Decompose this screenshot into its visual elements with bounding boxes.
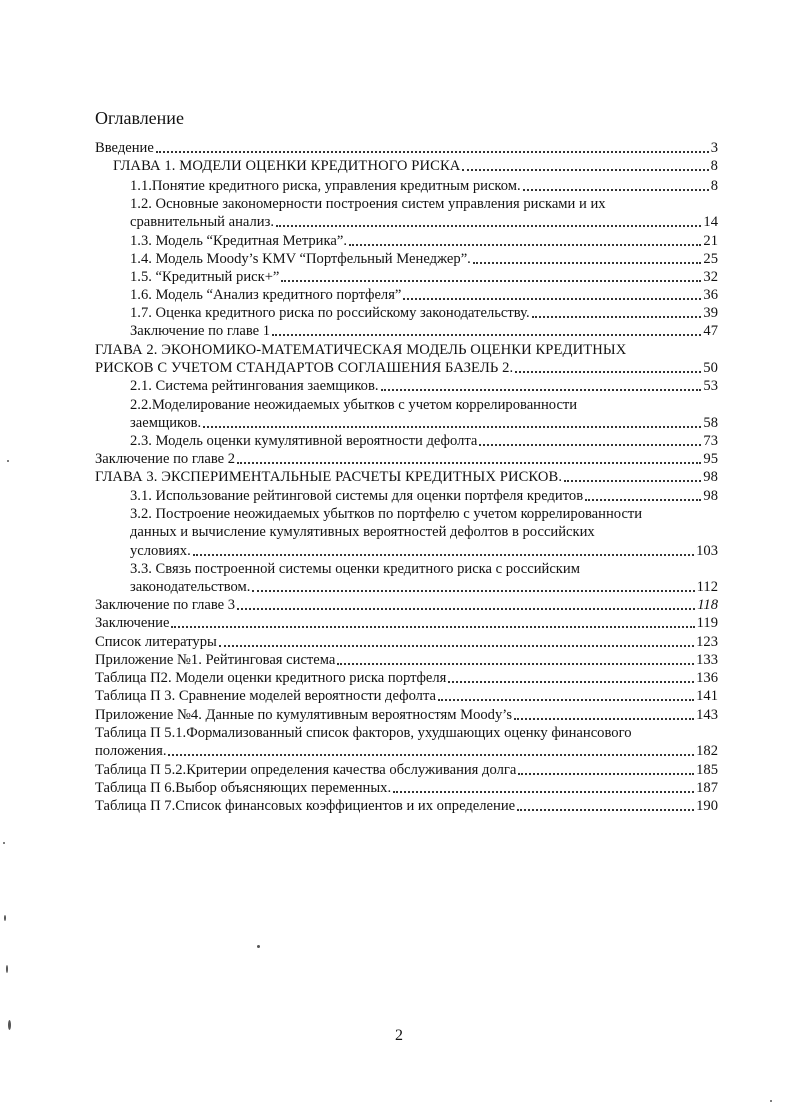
toc-entry-line[interactable]: 3.3. Связь построенной системы оценки кредитного риска с российским (130, 561, 580, 577)
toc-entry[interactable]: Таблица П 5.2.Критерии определения качества обслуживания долга 185 (95, 762, 718, 778)
leader-dots (473, 262, 702, 264)
toc-page-number: 53 (703, 378, 718, 394)
leader-dots (515, 371, 701, 373)
toc-page-number: 103 (696, 543, 718, 559)
toc-entry[interactable]: Таблица П2. Модели оценки кредитного риска портфеля 136 (95, 670, 718, 686)
toc-entry-line[interactable]: данных и вычисление кумулятивных вероятностей дефолтов в российских (130, 524, 595, 540)
toc-entry[interactable]: 2.1. Система рейтингования заемщиков. 53 (130, 378, 718, 394)
toc-entry[interactable]: РИСКОВ С УЧЕТОМ СТАНДАРТОВ СОГЛАШЕНИЯ БАЗЕЛЬ 2. 50 (95, 360, 718, 376)
toc-page-number: 58 (703, 415, 718, 431)
toc-entry[interactable]: ГЛАВА 1. МОДЕЛИ ОЦЕНКИ КРЕДИТНОГО РИСКА 8 (113, 158, 718, 174)
toc-entry[interactable]: 1.7. Оценка кредитного риска по российскому законодательству. 39 (130, 305, 718, 321)
leader-dots (156, 151, 709, 153)
leader-dots (276, 225, 701, 227)
toc-entry[interactable]: 1.4. Модель Moody’s KMV “Портфельный Менеджер”. 25 (130, 251, 718, 267)
toc-page-number: 182 (696, 743, 718, 759)
toc-page-number: 141 (696, 688, 718, 704)
leader-dots (381, 389, 702, 391)
leader-dots (252, 590, 694, 592)
toc-page-number: 8 (710, 178, 718, 194)
leader-dots (585, 499, 701, 501)
scan-speck (3, 842, 5, 844)
toc-title: Оглавление (95, 108, 184, 128)
toc-entry[interactable]: Таблица П 3. Сравнение моделей вероятности дефолта 141 (95, 688, 718, 704)
leader-dots (479, 444, 701, 446)
leader-dots (518, 773, 694, 775)
toc-page-number: 95 (703, 451, 718, 467)
toc-page-number: 8 (710, 158, 718, 174)
toc-entry-line[interactable]: 3.2. Построение неожидаемых убытков по портфелю с учетом коррелированности (130, 506, 643, 522)
toc-page-number: 39 (703, 305, 718, 321)
leader-dots (564, 480, 701, 482)
toc-entry[interactable]: положения. 182 (95, 743, 718, 759)
toc-page-number: 98 (703, 469, 718, 485)
toc-entry[interactable]: Приложение №1. Рейтинговая система 133 (95, 652, 718, 668)
leader-dots (462, 169, 708, 171)
toc-page-number: 47 (703, 323, 718, 339)
toc-entry[interactable]: заемщиков. 58 (130, 415, 718, 431)
leader-dots (337, 663, 694, 665)
toc-entry[interactable]: Заключение по главе 1 47 (130, 323, 718, 339)
toc-page-number: 119 (696, 615, 718, 631)
toc-page-number: 136 (696, 670, 718, 686)
leader-dots (272, 334, 701, 336)
toc-entry[interactable]: Таблица П 6.Выбор объясняющих переменных. 187 (95, 780, 718, 796)
toc-page-number: 123 (696, 634, 718, 650)
toc-entry-line[interactable]: ГЛАВА 2. ЭКОНОМИКО-МАТЕМАТИЧЕСКАЯ МОДЕЛЬ ОЦЕНКИ КРЕДИТНЫХ (95, 342, 627, 358)
leader-dots (403, 298, 701, 300)
toc-page-number: 112 (696, 579, 718, 595)
scan-speck (770, 1100, 772, 1102)
leader-dots (349, 244, 701, 246)
toc-entry[interactable]: сравнительный анализ. 14 (130, 214, 718, 230)
toc-entry[interactable]: 2.3. Модель оценки кумулятивной вероятности дефолта 73 (130, 433, 718, 449)
toc-entry[interactable]: Заключение 119 (95, 615, 718, 631)
leader-dots (448, 681, 694, 683)
toc-page-number: 3 (710, 140, 718, 156)
leader-dots (219, 645, 694, 647)
toc-entry[interactable]: Заключение по главе 2 95 (95, 451, 718, 467)
leader-dots (193, 554, 694, 556)
leader-dots (203, 426, 701, 428)
scan-speck (6, 965, 8, 973)
toc-entry[interactable]: Список литературы 123 (95, 634, 718, 650)
toc-page-number: 187 (696, 780, 718, 796)
toc-page-number: 50 (703, 360, 718, 376)
toc-page-number: 73 (703, 433, 718, 449)
leader-dots (171, 626, 694, 628)
toc-page-number: 185 (696, 762, 718, 778)
scan-speck (8, 1020, 11, 1030)
toc-entry-line[interactable]: 2.2.Моделирование неожидаемых убытков с учетом коррелированности (130, 397, 578, 413)
toc-page-number: 14 (703, 214, 718, 230)
toc-entry[interactable]: 1.6. Модель “Анализ кредитного портфеля” 36 (130, 287, 718, 303)
scan-speck (257, 945, 260, 948)
toc-entry[interactable]: условиях. 103 (130, 543, 718, 559)
toc-entry-line[interactable]: 1.2. Основные закономерности построения систем управления рисками и их (130, 196, 606, 212)
toc-page-number: 25 (703, 251, 718, 267)
scan-speck (4, 915, 6, 921)
toc-page-number: 21 (703, 233, 718, 249)
toc-entry[interactable]: Приложение №4. Данные по кумулятивным вероятностям Moody’s 143 (95, 707, 718, 723)
leader-dots (237, 608, 695, 610)
toc-page-number: 32 (703, 269, 718, 285)
leader-dots (237, 462, 701, 464)
leader-dots (438, 699, 694, 701)
toc-entry[interactable]: законодательством. 112 (130, 579, 718, 595)
toc-entry[interactable]: Заключение по главе 3 118 (95, 597, 718, 613)
toc-entry[interactable]: Введение 3 (95, 140, 718, 156)
toc-entry[interactable]: ГЛАВА 3. ЭКСПЕРИМЕНТАЛЬНЫЕ РАСЧЕТЫ КРЕДИТНЫХ РИСКОВ. 98 (95, 469, 718, 485)
toc-entry[interactable]: 1.3. Модель “Кредитная Метрика”. 21 (130, 233, 718, 249)
toc-page-number: 133 (696, 652, 718, 668)
toc-entry[interactable]: 3.1. Использование рейтинговой системы для оценки портфеля кредитов 98 (130, 488, 718, 504)
leader-dots (523, 189, 709, 191)
toc-page-number: 118 (697, 597, 718, 613)
leader-dots (514, 718, 694, 720)
leader-dots (393, 791, 694, 793)
leader-dots (532, 316, 702, 318)
toc-entry[interactable]: 1.1.Понятие кредитного риска, управления кредитным риском. 8 (130, 178, 718, 194)
page-number: 2 (395, 1027, 403, 1044)
toc-entry-line[interactable]: Таблица П 5.1.Формализованный список факторов, ухудшающих оценку финансового (95, 725, 632, 741)
leader-dots (517, 809, 694, 811)
toc-page-number: 190 (696, 798, 718, 814)
toc-page-number: 36 (703, 287, 718, 303)
scan-speck (7, 460, 9, 462)
toc-page-number: 143 (696, 707, 718, 723)
leader-dots (281, 280, 701, 282)
toc-entry[interactable]: Таблица П 7.Список финансовых коэффициентов и их определение 190 (95, 798, 718, 814)
toc-page-number: 98 (703, 488, 718, 504)
toc-entry[interactable]: 1.5. “Кредитный риск+” 32 (130, 269, 718, 285)
leader-dots (168, 754, 694, 756)
